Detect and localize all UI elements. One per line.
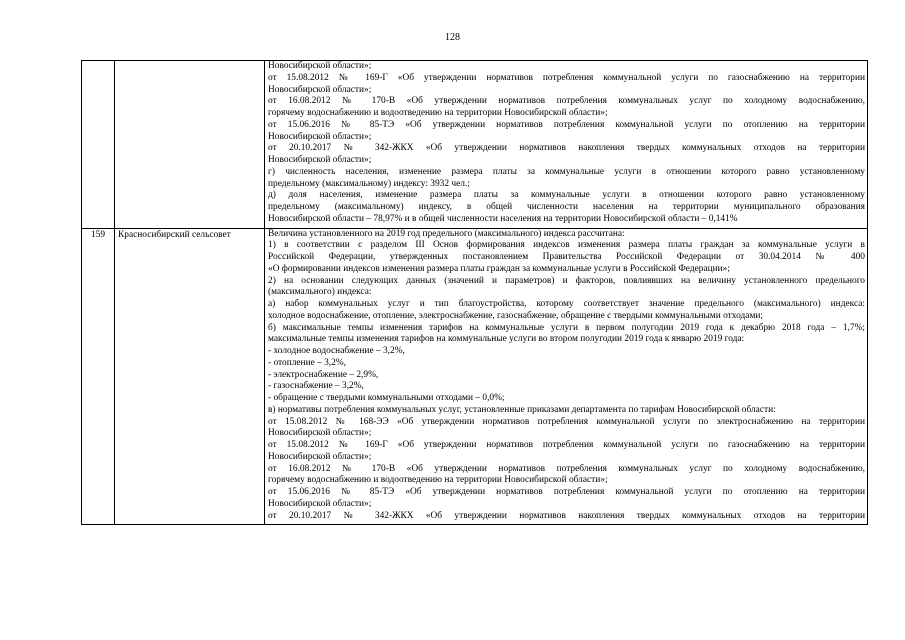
table-row — [82, 228, 868, 525]
text-line: «О формировании индексов изменения размера платы граждан за коммунальные услуги в Российской Федерации»; — [268, 263, 730, 274]
text-line: д) доля населения, изменение размера платы за коммунальные услуги в отношении которого равно установленному — [268, 190, 865, 201]
page-number: 128 — [445, 32, 460, 43]
calculation-description — [265, 61, 868, 229]
text-line: б) максимальные темпы изменения тарифов на коммунальные услуги в первом полугодии 2019 года к декабрю 2018 года – 1,7%; — [268, 322, 865, 333]
text-line: а) набор коммунальных услуг и тип благоустройства, которому соответствует значение предельного (максимального) индекса: — [268, 299, 865, 309]
text-line: г) численность населения, изменение размера платы за коммунальные услуги в отношении которого равно установленному — [268, 166, 865, 177]
text-line: 2) на основании следующих данных (значений и параметров) и факторов, повлиявших на величину установленного предельного — [268, 275, 865, 286]
table-row — [82, 61, 868, 229]
text-line: предельному (максимальному) индексу, в общей численности населения на территории муниципального образования — [268, 202, 865, 212]
text-line: Новосибирской области»; — [268, 61, 372, 71]
text-line: - обращение с твердыми коммунальными отходами – 0,0%; — [268, 393, 505, 403]
text-line: Российской Федерации, утвержденных постановлением Правительства Российской Федерации от 30.04.2014 № 400 — [268, 252, 865, 262]
text-line: - отопление – 3,2%, — [268, 357, 346, 368]
calculation-description — [265, 228, 868, 525]
text-line: Новосибирской области»; — [268, 428, 372, 439]
text-line: (максимального) индекса: — [268, 287, 372, 298]
row-number — [82, 61, 115, 229]
municipality-name — [115, 61, 265, 229]
text-line: от 15.06.2016 № 85-ТЭ «Об утверждении нормативов потребления коммунальной услуги по отоплению на территории — [268, 119, 865, 130]
text-line: Величина установленного на 2019 год предельного (максимального) индекса рассчитана: — [268, 228, 625, 239]
text-line: от 16.08.2012 № 170-В «Об утверждении нормативов потребления коммунальных услуг по холодному водоснабжению, — [268, 463, 865, 474]
municipality-name: Красносибирский сельсовет — [115, 228, 265, 525]
text-line: от 20.10.2017 № 342-ЖКХ «Об утверждении нормативов накопления твердых коммунальных отходов на территории — [268, 510, 865, 521]
text-line: - электроснабжение – 2,9%, — [268, 369, 379, 380]
text-line: от 15.08.2012 № 169-Г «Об утверждении нормативов потребления коммунальной услуги по газоснабжению на территории — [268, 72, 865, 83]
text-line: предельному (максимальному) индексу: 3932 чел.; — [268, 178, 470, 189]
text-line: Новосибирской области»; — [268, 451, 372, 462]
text-line: от 20.10.2017 № 342-ЖКХ «Об утверждении нормативов накопления твердых коммунальных отходов на территории — [268, 143, 865, 154]
text-line: от 16.08.2012 № 170-В «Об утверждении нормативов потребления коммунальных услуг по холодному водоснабжению, — [268, 96, 865, 107]
text-line: холодное водоснабжение, отопление, электроснабжение, газоснабжение, обращение с твердыми коммунальными отходами; — [268, 310, 763, 321]
text-line: в) нормативы потребления коммунальных услуг, установленные приказами департамента по тарифам Новосибирской области: — [268, 404, 776, 415]
tariff-index-table — [81, 60, 868, 525]
text-line: горячему водоснабжению и водоотведению на территории Новосибирской области»; — [268, 475, 608, 486]
text-line: от 15.08.2012 № 168-ЭЭ «Об утверждении нормативов потребления коммунальной услуги по электроснабжению на территории — [268, 416, 865, 427]
text-line: Новосибирской области»; — [268, 155, 372, 165]
text-line: от 15.06.2016 № 85-ТЭ «Об утверждении нормативов потребления коммунальной услуги по отоплению на территории — [268, 487, 865, 497]
text-line: Новосибирской области»; — [268, 131, 372, 142]
text-line: максимальные темпы изменения тарифов на коммунальные услуги во втором полугодии 2019 года к январю 2019 года: — [268, 334, 745, 345]
text-line: - газоснабжение – 3,2%, — [268, 381, 364, 392]
text-line: 1) в соответствии с разделом III Основ формирования индексов изменения размера платы граждан за коммунальные услуги в — [268, 240, 865, 251]
text-line: - холодное водоснабжение – 3,2%, — [268, 346, 405, 356]
text-line: Новосибирской области – 78,97% и в общей численности населения на территории Новосибирской области – 0,141% — [268, 213, 738, 224]
text-line: от 15.08.2012 № 169-Г «Об утверждении нормативов потребления коммунальной услуги по газоснабжению на территории — [268, 440, 865, 450]
row-number: 159 — [82, 228, 115, 525]
text-line: горячему водоснабжению и водоотведению на территории Новосибирской области»; — [268, 108, 608, 118]
text-line: Новосибирской области»; — [268, 498, 372, 509]
text-line: Новосибирской области»; — [268, 84, 372, 95]
